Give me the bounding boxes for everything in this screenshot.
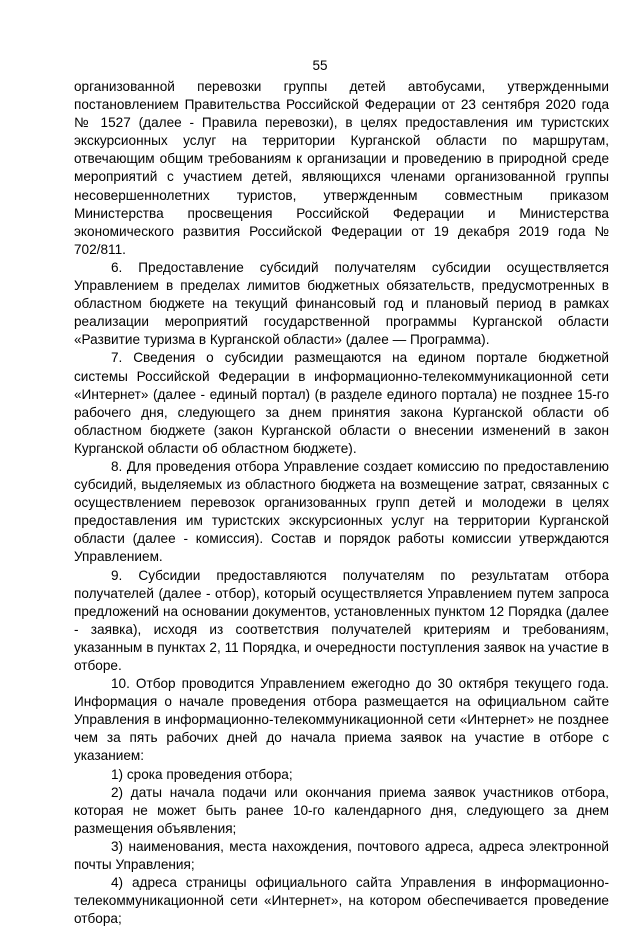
paragraph-6: 6. Предоставление субсидий получателям субсидии осуществляется Управлением в пределах лимитов бюджетных обязательств, предусмотренных в областном бюджете на текущий финансовый год и плановый период в рамках реализации мероприятий государственной программы Курганской области «Развитие туризма в Курганской области» (далее — Программа). (74, 259, 609, 348)
paragraph-10: 10. Отбор проводится Управлением ежегодно до 30 октября текущего года. Информация о начале проведения отбора размещается на официальном сайте Управления в информационно-телекоммуникационной сети «Интернет» не позднее чем за пять рабочих дней до начала приема заявок на участие в отборе с указанием: (74, 676, 609, 764)
list-item-1: 1) срока проведения отбора; (111, 766, 293, 782)
list-item-2: 2) даты начала подачи или окончания приема заявок участников отбора, которая не может быть ранее 10-го календарного дня, следующего за днем размещения объявления; (74, 784, 609, 836)
page-number: 55 (312, 58, 328, 73)
list-item-3: 3) наименования, места нахождения, почтового адреса, адреса электронной почты Управления; (74, 838, 609, 873)
paragraph-8: 8. Для проведения отбора Управление создает комиссию по предоставлению субсидий, выделяемых из областного бюджета на возмещение затрат, связанных с осуществлением перевозок организованных групп детей и молодежи в целях предоставления им туристских экскурсионных услуг на территории Курганской области (далее - комиссия). Состав и порядок работы комиссии утверждаются Управлением. (74, 458, 609, 565)
list-item-4: 4) адреса страницы официального сайта Управления в информационно-телекоммуникационной сети «Интернет», на котором обеспечивается проведение отбора; (74, 875, 609, 927)
paragraph-9: 9. Субсидии предоставляются получателям по результатам отбора получателей (далее - отбор), который осуществляется Управлением путем запроса предложений на основании документов, установленных пунктом 12 Порядка (далее - заявка), исходя из соответствия получателей критериям и требованиям, указанным в пунктах 2, 11 Порядка, и очередности поступления заявок на участие в отборе. (74, 567, 609, 673)
paragraph-continuation: организованной перевозки группы детей автобусами, утвержденными постановлением Правительства Российской Федерации от 23 сентября 2020 года № 1527 (далее - Правила перевозки), в целях предоставления им туристских экскурсионных услуг на территории Курганской области по маршрутам, отвечающим общим требованиям к организации и проведению в природной среде мероприятий с участием детей, являющихся членами организованной группы несовершеннолетних туристов, утвержденным совместным приказом Министерства просвещения Российской Федерации и Министерства экономического развития Российской Федерации от 19 декабря 2019 года № 702/811. (74, 79, 609, 257)
paragraph-7: 7. Сведения о субсидии размещаются на едином портале бюджетной системы Российской Федерации в информационно-телекоммуникационной сети «Интернет» (далее - единый портал) (в разделе единого портала) не позднее 15-го рабочего дня, следующего за днем принятия закона Курганской области об областном бюджете (закон Курганской области о внесении изменений в закон Курганской области об областном бюджете). (74, 350, 609, 456)
document-body (74, 78, 609, 928)
